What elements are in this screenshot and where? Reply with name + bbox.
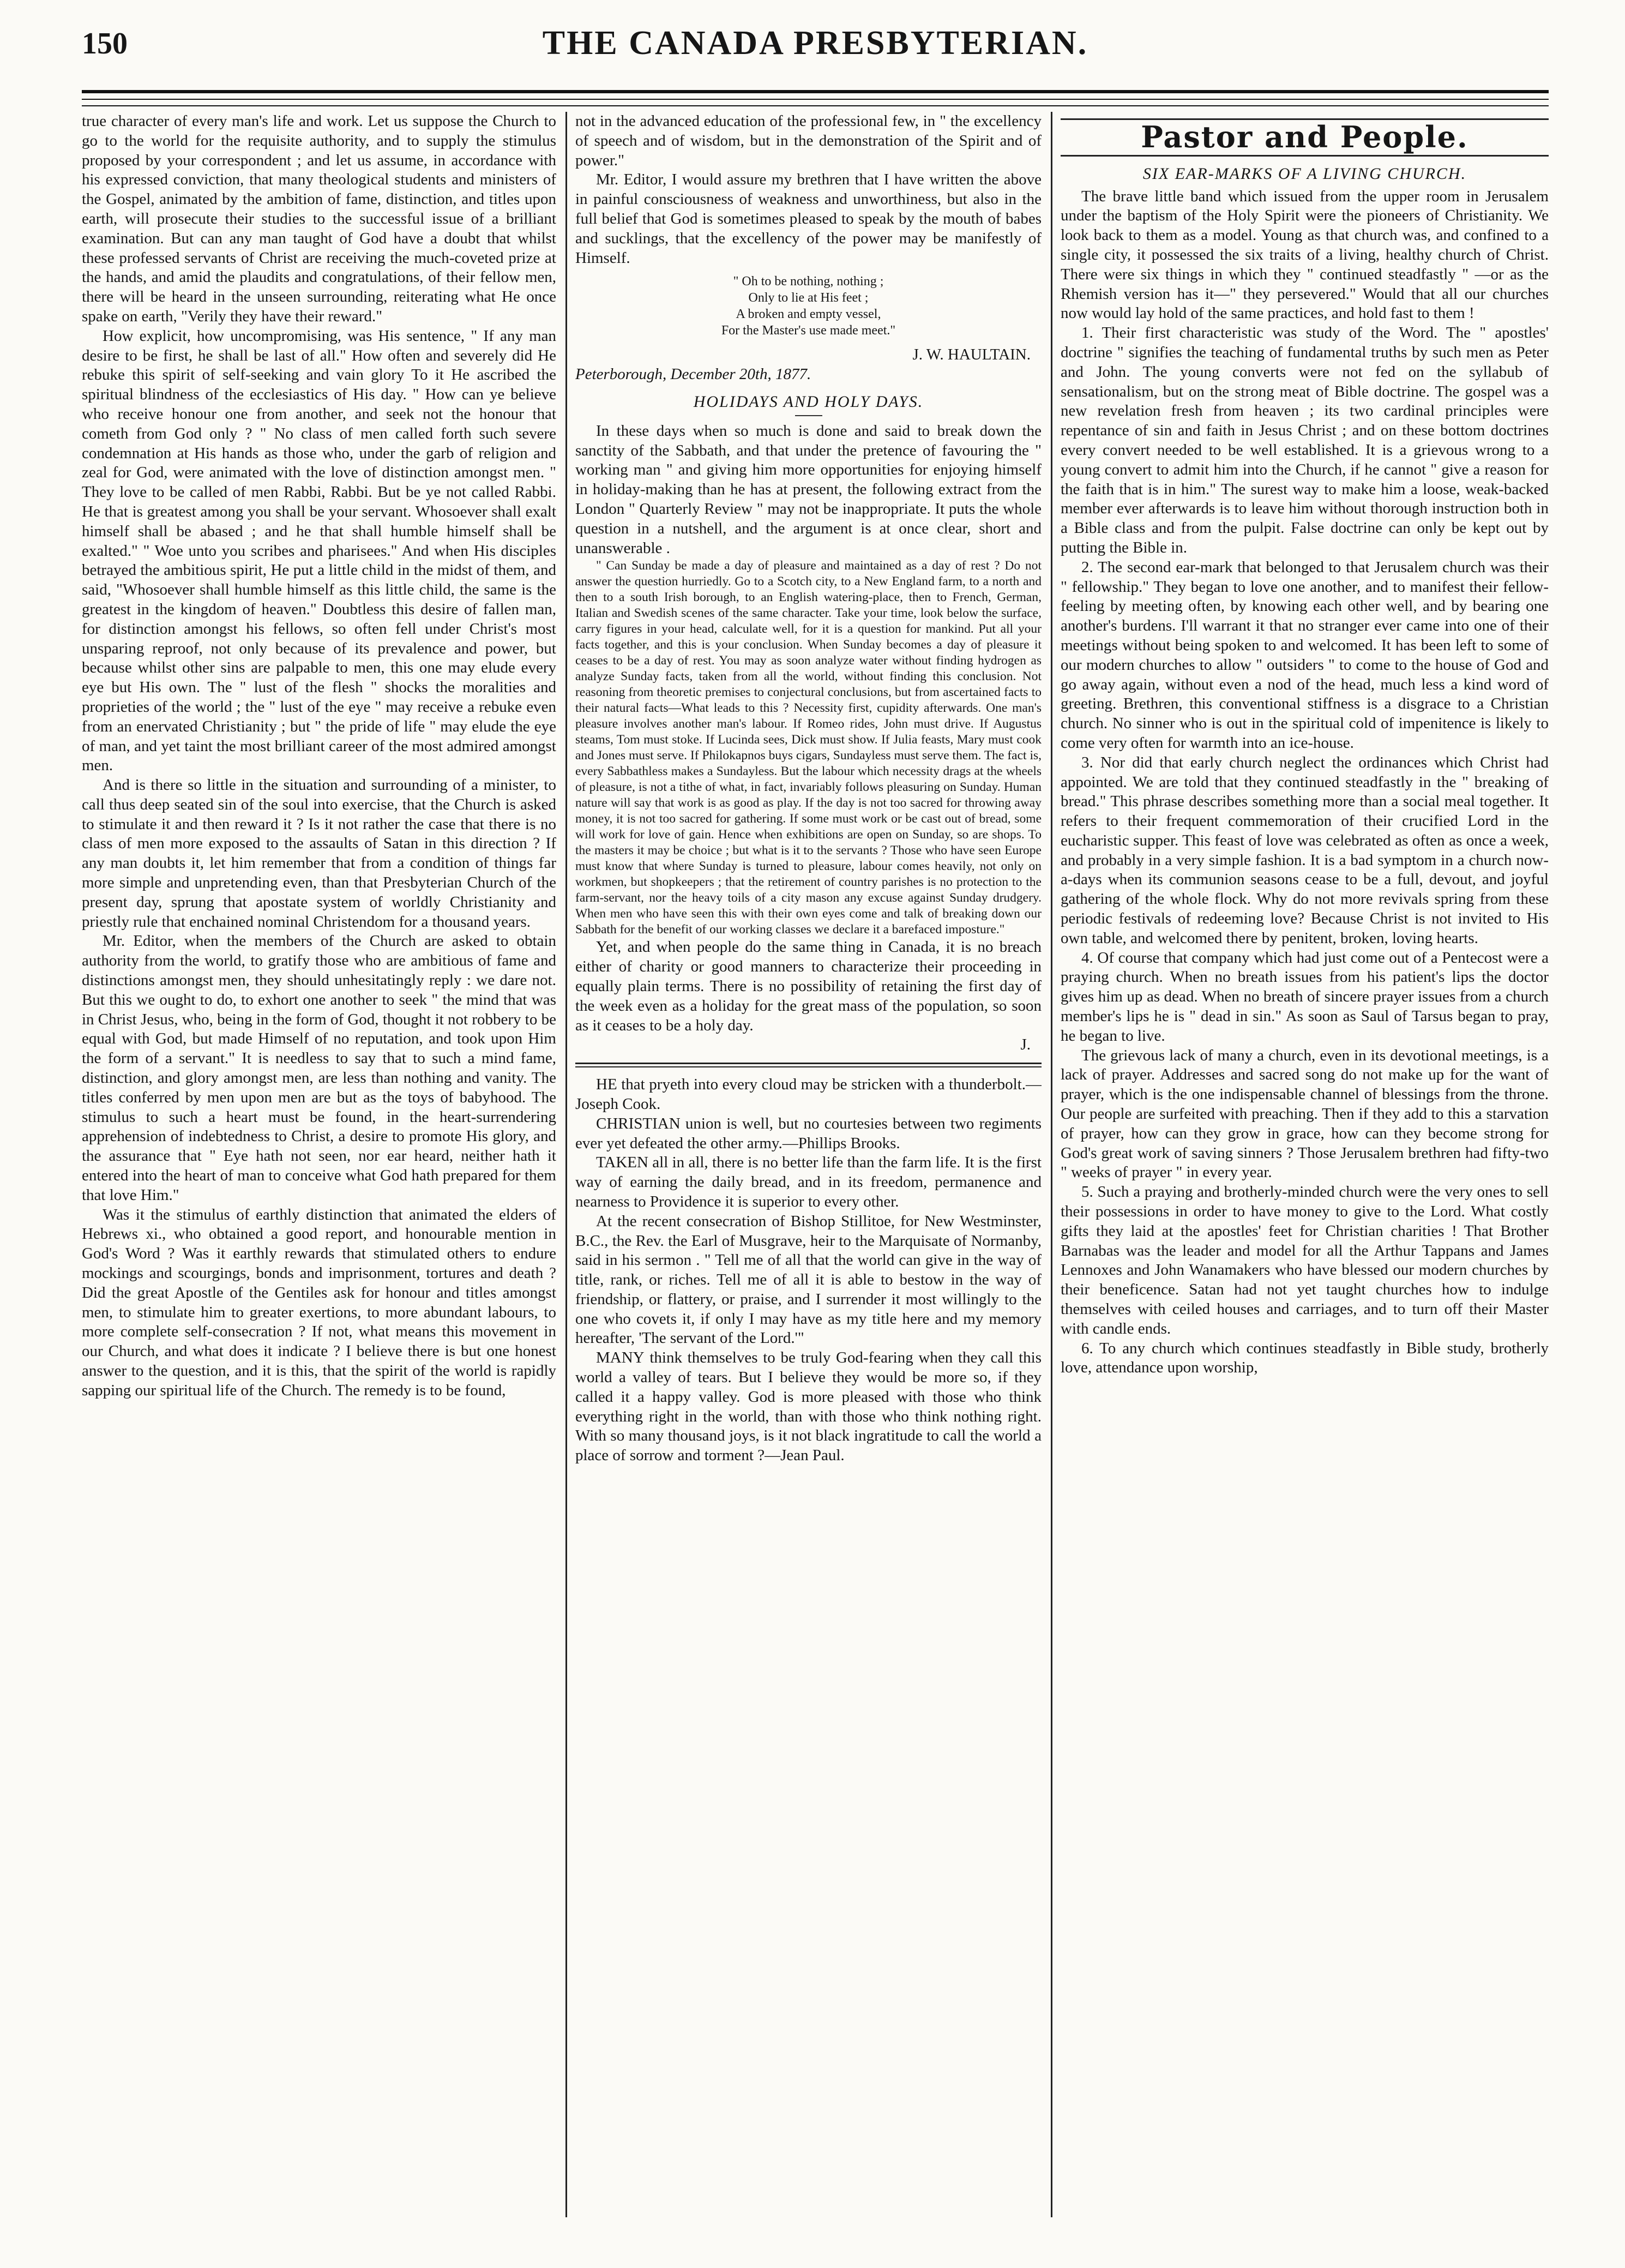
closing-initial: J.	[1020, 1036, 1031, 1054]
signature: J. W. HAULTAIN.	[912, 346, 1031, 364]
poem-line: Only to lie at His feet ;	[748, 291, 869, 305]
header-rule-thick	[82, 90, 1549, 93]
paragraph: How explicit, how uncompromising, was His sentence, " If any man desire to be first, he shall be last of all." How often and severely did He rebuke this spirit of self-seeking and vain glory To it He ascribed the spiritual blindness of the ecclesiastics of His day. " How can ye believe who receive honour one from another, and seek not the honour that cometh from God only ? " No class of men called forth such severe condemnation at His hands as those who, under the garb of religion and zeal for God, were animated with the love of distinction amongst men. " They love to be called of men Rabbi, Rabbi. But be ye not called Rabbi. He that is greatest among you shall be your servant. Whosoever shall exalt himself shall be abased ; and he that shall humble himself shall be exalted." " Woe unto you scribes and pharisees." And when His disciples betrayed the ambitious spirit, He put a little child in the midst of them, and said, "Whosoever shall humble himself as this little child, the same is the greatest in the kingdom of heaven." Doubtless this desire of fallen man, for distinction amongst his fellows, so often fell under Christ's most unsparing reproof, not only because of its prevalence and power, but because whilst other sins are palpable to men, this one may elude every eye but His own. The " lust of the flesh " shocks the moralities and proprieties of the world ; the " lust of the eye " may receive a rebuke even from an enervated Christianity ; but " the pride of life " may elude the eye of man, and yet taint the most brilliant career of the most admired amongst men.	[82, 327, 556, 775]
paragraph: 5. Such a praying and brotherly-minded church were the very ones to sell their possessions in order to have money to give to the Lord. What costly gifts they laid at the apostles' feet for Christian charities ! That Brother Barnabas was the leader and model for all the Arthur Tappans and James Lennoxes and John Wanamakers who have blessed our modern churches by their beneficence. Satan had not yet taught churches how to indulge themselves with ceiled houses and carriages, and to turn off their Master with candle ends.	[1061, 1183, 1549, 1337]
paragraph: Was it the stimulus of earthly distinction that animated the elders of Hebrews xi., who obtained a good report, and honourable mention in God's Word ? Was it earthly rewards that stimulated others to endure mockings and scourgings, bonds and imprisonment, tortures and death ? Did the great Apostle of the Gentiles ask for honour and titles amongst men, to stimulate him to greater exertions, to more abundant labours, to more complete self-consecration ? If not, what means this movement in our Church, and what does it indicate ? I believe there is but one honest answer to the question, and it is this, that the spirit of the world is rapidly sapping our spiritual life of the Church. The remedy is to be found,	[82, 1205, 556, 1399]
paragraph: 2. The second ear-mark that belonged to that Jerusalem church was their " fellowship." They began to love one another, and to manifest their fellow-feeling by meeting often, by knowing each other well, and by bearing one another's burdens. I'll warrant it that no stranger ever came into one of their meetings without being spoken to and welcomed. It has been left to some of our modern churches to allow " outsiders " to come to the house of God and go away again, without even a nod of the head, much less a kind word of greeting. Brethren, this conventional stiffness is a disgrace to a Christian church. No sinner who is out in the spiritual cold of impenitence is likely to come very often for warmth into an ice-house.	[1061, 558, 1549, 752]
item-lead: MANY	[596, 1349, 645, 1367]
poem-line: " Oh to be nothing, nothing ;	[733, 274, 884, 289]
column-2	[575, 112, 1042, 2217]
item-lead: At	[596, 1212, 612, 1230]
header-rule-thin	[82, 99, 1549, 100]
column-3	[1061, 112, 1549, 2217]
paragraph: The grievous lack of many a church, even in its devotional meetings, is a lack of prayer. Addresses and sacred song do not make up for the want of prayer, which is the one indispensable channel of blessings from the throne. Our people are surfeited with preaching. Then if they add to this a starvation of prayer, how can they grow in grace, how can they become strong for God's great work of saving sinners ? Those Jerusalem brethren had fifty-two " weeks of prayer " in every year.	[1061, 1046, 1549, 1181]
miscellany-item	[575, 1075, 1042, 1114]
page-number: 150	[82, 27, 128, 61]
title-rule	[795, 415, 822, 416]
miscellany-item	[575, 1153, 1042, 1211]
poem	[575, 273, 1042, 339]
item-lead: HE	[596, 1076, 617, 1094]
item-lead: TAKEN	[596, 1154, 648, 1172]
masthead-title: THE CANADA PRESBYTERIAN.	[542, 25, 1088, 62]
poem-line: A broken and empty vessel,	[736, 307, 881, 322]
header-rule-thin-2	[82, 105, 1549, 106]
item-text: all in all, there is no better life than the farm life. It is the first way of earning the daily bread, and in its freedom, permanence and nearness to Providence it is superior to every other.	[575, 1154, 1042, 1210]
paragraph: 4. Of course that company which had just come out of a Pentecost were a praying church. When no breath issues from his patient's lips the doctor gives him up as dead. When no breath of sincere prayer issues from a church member's lips he is " dead in sin." As soon as Saul of Tarsus began to pray, he began to live.	[1061, 949, 1549, 1045]
paragraph: Yet, and when people do the same thing in Canada, it is no breach either of charity or good manners to characterize their proceeding in equally plain terms. There is no possibility of retaining the first day of the week even as a holiday for the great mass of the population, so soon as it ceases to be a holy day.	[575, 938, 1042, 1034]
item-text: that pryeth into every cloud may be stricken with a thunderbolt.—Joseph Cook.	[575, 1076, 1042, 1113]
column-divider	[1051, 112, 1052, 2217]
paragraph: In these days when so much is done and said to break down the sanctity of the Sabbath, and that under the pretence of favouring the " working man " and giving him more opportunities for enjoying himself in holiday-making than he has at present, the following extract from the London " Quarterly Review " may not be inappropriate. It puts the whole question in a nutshell, and the argument is at once clear, short and unanswerable .	[575, 422, 1042, 557]
paragraph: not in the advanced education of the professional few, in " the excellency of speech and of wisdom, but in the demonstration of the Spirit and of power."	[575, 112, 1042, 169]
paragraph: Mr. Editor, I would assure my brethren that I have written the above in painful consciousness of weakness and unworthiness, but also in the full belief that God is sometimes pleased to speak by the mouth of babes and sucklings, that the excellency of the power may be manifestly of Himself.	[575, 171, 1042, 267]
item-text: union is well, but no courtesies between two regiments ever yet defeated the other army.—Phillips Brooks.	[575, 1114, 1042, 1152]
quoted-extract: " Can Sunday be made a day of pleasure and maintained as a day of rest ? Do not answer the question hurriedly. Go to a Scotch city, to a New England farm, to a north and then to a south Irish borough, to an English watering-place, then to French, German, Italian and Swedish scenes of the same character. Take your time, look below the surface, carry figures in your head, calculate well, for it is a question for mankind. Put all your facts together, and this is your conclusion. When Sunday becomes a day of pleasure it ceases to be a day of rest. You may as soon analyze water without finding hydrogen as analyze Sunday facts, taken from all the world, without finding this conclusion. Not reasoning from theoretic premises to conjectural conclusions, but from ascertained facts to their natural facts—What leads to this ? Necessity first, cupidity afterwards. One man's pleasure involves another man's labour. If Romeo rides, John must drive. If Augustus steams, Tom must stoke. If Lucinda sees, Dick must show. If Julia feasts, Mary must cook and Jones must serve. If Philokapnos buys cigars, Sundayless must serve them. The fact is, every Sabbathless makes a Sundayless. But the labour which necessity drags at the wheels of pleasure, is not a tithe of what, in fact, invariably follows pleasuring on Sunday. Human nature will say that work is as good as play. If the day is not too sacred for throwing away money, it is not too sacred for gathering. If some must work or be cast out of bread, some will work for love of gain. Hence when exhibitions are open on Sunday, so are shops. To the masters it may be choice ; but what is it to the servants ? Those who have seen Europe must know that where Sunday is turned to pleasure, labour comes heavily, not only on workmen, but shopkeepers ; that the retirement of country parishes is no protection to the farm-servant, nor the heavy toils of a city mason any excuse against Sunday drudgery. When men who have seen this with their own eyes come and talk of breaking down our Sabbath for the benefit of our working classes we declare it a barefaced imposture."	[575, 559, 1042, 937]
paragraph: true character of every man's life and work. Let us suppose the Church to go to the world for the requisite authority, and to supply the stimulus proposed by your correspondent ; and let us assume, in accordance with his expressed conviction, that many theological students and ministers of the Gospel, animated by the ambition of fame, distinction, and titles upon earth, will prosecute their studies to the successful issue of a brilliant examination. But can any man taught of God have a doubt that whilst these professed servants of Christ are receiving the much-coveted prize at the hands, and amid the plaudits and congratulations, of their fellow men, there will be heard in the unseen surrounding, reiterating what He once spake on earth, "Verily they have their reward."	[82, 112, 556, 325]
paragraph: 1. Their first characteristic was study of the Word. The " apostles' doctrine " signifies the teaching of fundamental truths by such men as Peter and John. The young converts were not fed on the syllabub of sensationalism, but on the strong meat of Bible doctrine. The gospel was a new revelation fresh from heaven ; its two cardinal principles were repentance of sin and faith in Jesus Christ ; and on these bottom doctrines every convert needed to be well established. It is a grievous wrong to a young convert to admit him into the Church, if he cannot " give a reason for the faith that is in him." The surest way to make him a loose, weak-backed member ever afterwards is to leave him without thorough instruction both in a Bible class and from the pulpit. False doctrine can only be kept out by putting the Bible in.	[1061, 324, 1549, 556]
column-divider	[565, 112, 567, 2217]
place-date: Peterborough, December 20th, 1877.	[575, 365, 811, 383]
article-title: HOLIDAYS AND HOLY DAYS.	[693, 392, 924, 411]
section-rule	[575, 1063, 1042, 1064]
section-heading: Pastor and People.	[1061, 118, 1549, 157]
poem-line: For the Master's use made meet."	[721, 323, 896, 338]
item-text: think themselves to be truly God-fearing when they call this world a valley of tears. But I believe they would be more so, if they called it a happy valley. God is more pleased with those who think everything right in the world, than with those who think nothing right. With so many thousand joys, is it not black ingratitude to call the world a place of sorrow and torment ?—Jean Paul.	[575, 1349, 1042, 1465]
miscellany-item	[575, 1114, 1042, 1154]
paragraph: 3. Nor did that early church neglect the ordinances which Christ had appointed. We are told that they continued steadfastly in the " breaking of bread." This phrase describes something more than a social meal together. It refers to their frequent commemoration of their crucified Lord in the eucharistic supper. This feast of love was celebrated as often as once a week, and probably in a very simple fashion. It is a bad symptom in a church now-a-days when its communion seasons cease to be a full, devout, and joyful gathering of the whole flock. Why do not more revivals spring from these periodic festivals of redeeming love? Because Christ is not invited to His own table, and welcomed there by penitent, broken, loving hearts.	[1061, 753, 1549, 947]
paragraph: The brave little band which issued from the upper room in Jerusalem under the baptism of the Holy Spirit were the pioneers of Christianity. We look back to them as a model. Young as that church was, and confined to a single city, it possessed the six traits of a living, healthy church of Christ. There were six things in which they " continued steadfastly " —or as the Rhemish version has it—" they persevered." Would that all our churches now would lay hold of the same practices, and hold fast to them !	[1061, 187, 1549, 322]
column-1	[82, 112, 556, 2217]
paragraph: Mr. Editor, when the members of the Church are asked to obtain authority from the world, to gratify those who are ambitious of fame and distinctions amongst men, they should unhesitatingly reply : we dare not. But this we ought to do, to exhort one another to seek " the mind that was in Christ Jesus, who, being in the form of God, thought it not robbery to be equal with God, but made Himself of no reputation, and took upon Him the form of a servant." It is needless to say that to such a mind fame, distinction, and glory amongst men, are less than nothing and vanity. The titles conferred by men upon men are but as the toys of babyhood. The stimulus to such a heart must be found, in the heart-surrendering apprehension of indebtedness to Christ, a desire to promote His glory, and the assurance that " Eye hath not seen, nor ear heard, neither hath it entered into the heart of man to conceive what God hath prepared for them that love Him."	[82, 932, 556, 1204]
miscellany-item	[575, 1348, 1042, 1466]
article-title: SIX EAR-MARKS OF A LIVING CHURCH.	[1142, 164, 1467, 183]
paragraph: And is there so little in the situation and surrounding of a minister, to call thus deep seated sin of the soul into exercise, that the Church is asked to stimulate it and then reward it ? Is it not rather the case that there is no class of men more exposed to the assaults of Satan in this direction ? If any man doubts it, let him remember that from a condition of things far more simple and unpretending even, than that Presbyterian Church of the present day, sprung that apostate system of worldly Christianity and priestly rule that enchained nominal Christendom for a thousand years.	[82, 776, 556, 931]
paragraph: 6. To any church which continues steadfastly in Bible study, brotherly love, attendance upon worship,	[1061, 1339, 1549, 1377]
miscellany-item	[575, 1212, 1042, 1349]
page-header	[82, 21, 1549, 81]
section-rule-thin	[575, 1066, 1042, 1067]
item-lead: CHRISTIAN	[596, 1114, 681, 1132]
item-text: the recent consecration of Bishop Stillitoe, for New Westminster, B.C., the Rev. the Earl of Musgrave, heir to the Marquisate of Normanby, said in his sermon . " Tell me of all that the world can give in the way of title, rank, or riches. Tell me of all it is able to bestow in the way of friendship, or flattery, or praise, and I surrender it most willingly to the one who covets it, if only I may have as my title here and my memory hereafter, 'The servant of the Lord.'"	[575, 1212, 1042, 1347]
